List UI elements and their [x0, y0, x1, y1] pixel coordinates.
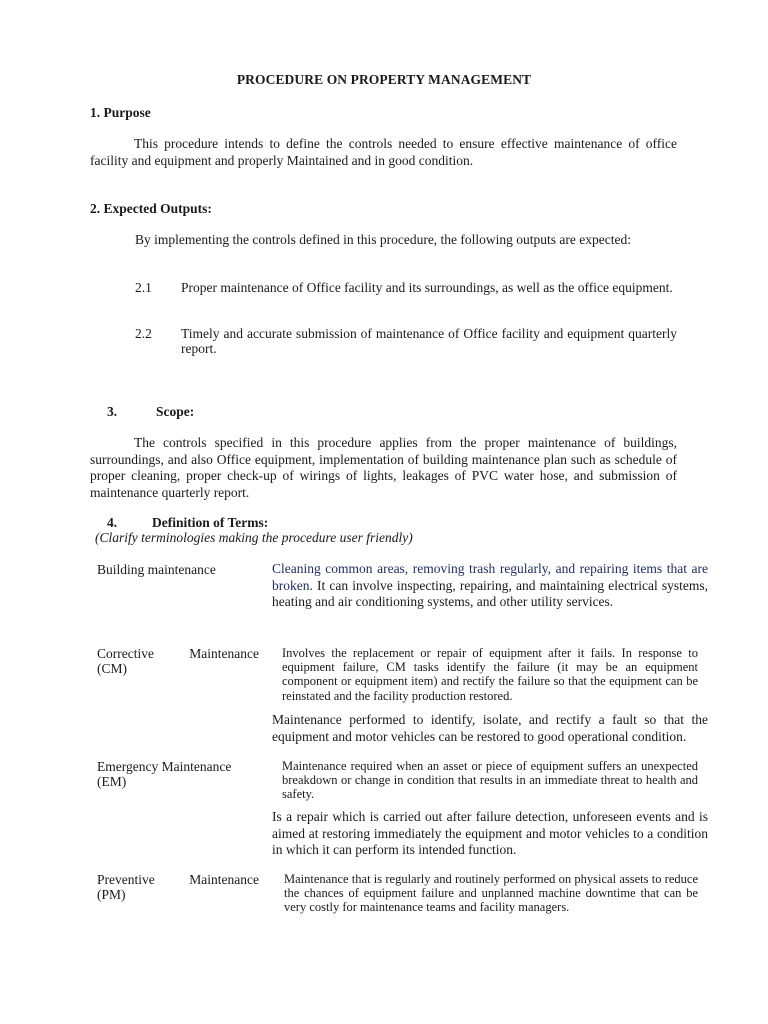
term-abbreviation: (PM): [97, 887, 126, 902]
terms-note: (Clarify terminologies making the procedure user friendly): [95, 530, 413, 545]
output-item-number: 2.1: [135, 280, 152, 295]
terms-heading: Definition of Terms:: [152, 515, 269, 530]
document-title: PROCEDURE ON PROPERTY MANAGEMENT: [236, 72, 532, 87]
definition-corrective-2: Maintenance performed to identify, isolate, and rectify a fault so that the equipment and motor vehicles can be restored to good operational condition.: [272, 712, 708, 744]
term-building-maintenance: Building maintenance: [97, 562, 216, 577]
outputs-intro: By implementing the controls defined in this procedure, the following outputs are expected:: [135, 232, 631, 247]
definition-corrective-1: Involves the replacement or repair of equipment after it fails. In response to equipment failure, CM tasks identify the failure (it may be an equipment component or equipment item) and rectify the failure so that the equipment can be reinstated and the facility production restored.: [282, 646, 698, 703]
term-emergency-maintenance: [97, 759, 231, 789]
output-item-text: Proper maintenance of Office facility and its surroundings, as well as the office equipment.: [181, 280, 673, 295]
purpose-heading: 1. Purpose: [90, 105, 151, 120]
scope-heading: Scope:: [156, 404, 195, 419]
definition-emergency-2: Is a repair which is carried out after failure detection, unforeseen events and is aimed at restoring immediately the equipment and motor vehicles to a condition in which it can perform its intended function.: [272, 809, 708, 857]
definition-rest: It can involve inspecting, repairing, and maintaining electrical systems, heating and air conditioning systems, and other utility services.: [272, 577, 708, 609]
term-preventive-maintenance: [97, 872, 259, 902]
term-abbreviation: (CM): [97, 661, 127, 676]
outputs-heading: 2. Expected Outputs:: [90, 201, 212, 216]
purpose-body: This procedure intends to define the controls needed to ensure effective maintenance of office facility and equipment and properly Maintained and in good condition.: [90, 136, 677, 168]
scope-number: 3.: [107, 404, 118, 419]
term-word: Maintenance: [189, 872, 259, 887]
definition-preventive-1: Maintenance that is regularly and routinely performed on physical assets to reduce the chances of equipment failure and unplanned machine downtime that can be very costly for maintenance teams and facility managers.: [284, 872, 698, 915]
output-item-number: 2.2: [135, 326, 152, 341]
definition-emergency-1: Maintenance required when an asset or piece of equipment suffers an unexpected breakdown or change in condition that results in an immediate threat to health and safety.: [282, 759, 698, 802]
term-corrective-maintenance: [97, 646, 259, 676]
definition-building-maintenance: [272, 561, 708, 611]
term-word: Preventive: [97, 872, 155, 887]
term-word: Emergency Maintenance: [97, 759, 232, 774]
output-item-text: Timely and accurate submission of maintenance of Office facility and equipment quarterly report.: [181, 326, 677, 356]
term-abbreviation: (EM): [97, 774, 127, 789]
scope-body: The controls specified in this procedure applies from the proper maintenance of buildings, surroundings, and also Office equipment, implementation of building maintenance plan such as schedule of proper cleaning, proper check-up of wirings of lights, leakages of PVC water hose, and submission of maintenance quarterly report.: [90, 435, 677, 500]
definition-highlight: Cleaning common areas, removing trash regularly, and repairing items that are broken.: [272, 561, 708, 593]
terms-number: 4.: [107, 515, 118, 530]
term-word: Maintenance: [189, 646, 259, 661]
term-word: Corrective: [97, 646, 154, 661]
